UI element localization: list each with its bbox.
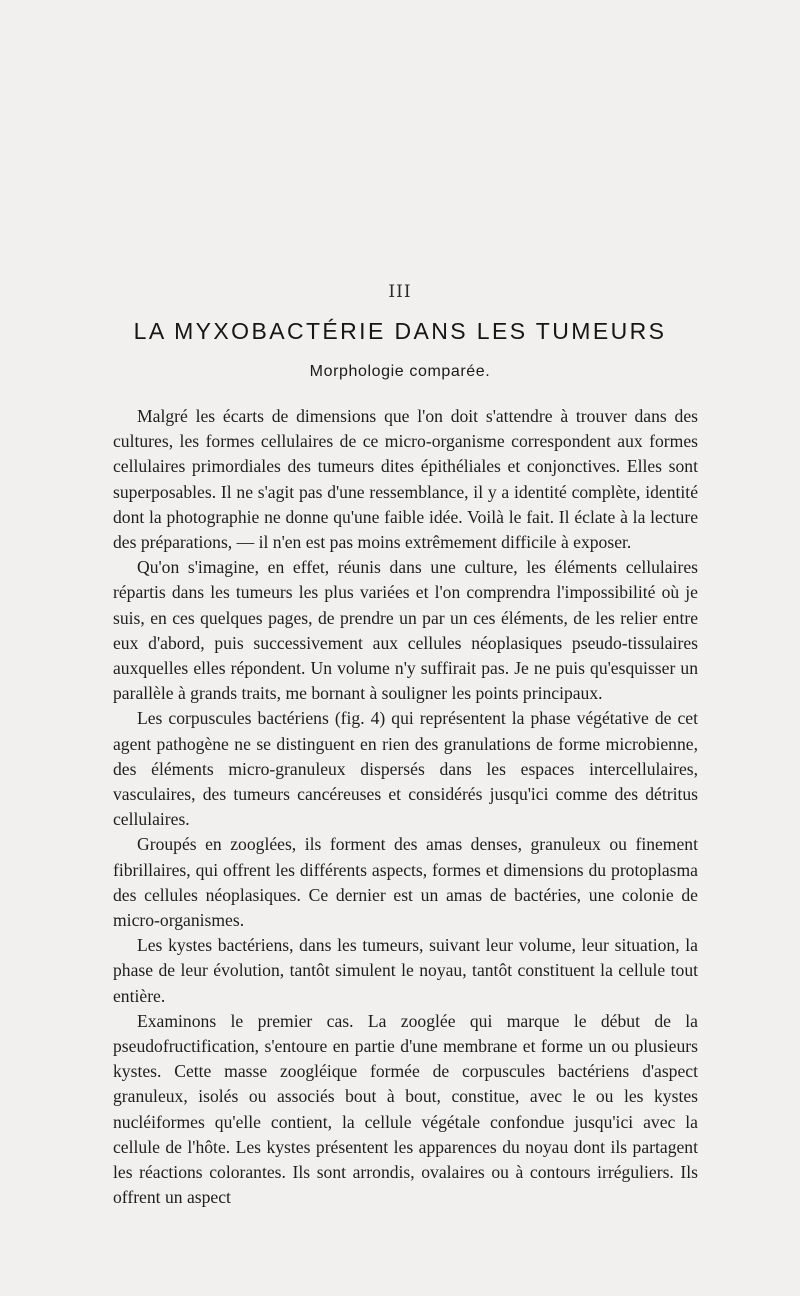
chapter-subtitle: Morphologie comparée. bbox=[309, 363, 491, 380]
paragraph: Les kystes bactériens, dans les tumeurs, suivant leur volume, leur situation, la phase de leur évolution, tantôt simulent le noyau, tantôt constituent la cellule tout entière. bbox=[113, 935, 698, 1006]
paragraph: Groupés en zooglées, ils forment des amas denses, granuleux ou finement fibrillaires, qui offrent les différents aspects, formes et dimensions du protoplasma des cellules néoplasiques. Ce dernier est un amas de bactéries, une colonie de micro-organismes. bbox=[113, 834, 698, 931]
chapter-title: LA MYXOBACTÉRIE DANS LES TUMEURS bbox=[133, 318, 667, 344]
chapter-number: III bbox=[388, 282, 412, 302]
paragraph: Malgré les écarts de dimensions que l'on doit s'attendre à trouver dans des cultures, les formes cellulaires de ce micro-organisme correspondent aux formes cellulaires primordiales des tumeurs dites épithéliales et conjonctives. Elles sont superposables. Il ne s'agit pas d'une ressemblance, il y a identité complète, identité dont la photographie ne donne qu'une faible idée. Voilà le fait. Il éclate à la lecture des préparations, — il n'en est pas moins extrêmement difficile à exposer. bbox=[113, 406, 698, 553]
paragraph: Les corpuscules bactériens (fig. 4) qui représentent la phase végétative de cet agent pathogène ne se distinguent en rien des granulations de forme microbienne, des éléments micro-granuleux dispersés dans les espaces intercellulaires, vasculaires, des tumeurs cancéreuses et considérés jusqu'ici comme des détritus cellulaires. bbox=[113, 708, 698, 830]
paragraph: Qu'on s'imagine, en effet, réunis dans une culture, les éléments cellulaires répartis dans les tumeurs les plus variées et l'on comprendra l'impossibilité où je suis, en ces quelques pages, de prendre un par un ces éléments, de les relier entre eux d'abord, puis successivement aux cellules néoplasiques pseudo-tissulaires auxquelles elles répondent. Un volume n'y suffirait pas. Je ne puis qu'esquisser un parallèle à grands traits, me bornant à souligner les points principaux. bbox=[113, 557, 698, 704]
body-text bbox=[113, 404, 698, 1211]
paragraph: Examinons le premier cas. La zooglée qui marque le début de la pseudofructification, s'entoure en partie d'une membrane et forme un ou plusieurs kystes. Cette masse zoogléique formée de corpuscules bactériens d'aspect granuleux, isolés ou associés bout à bout, constitue, avec le ou les kystes nucléiformes qu'elle contient, la cellule végétale confondue jusqu'ici avec la cellule de l'hôte. Les kystes présentent les apparences du noyau dont ils partagent les réactions colorantes. Ils sont arrondis, ovalaires ou à contours irréguliers. Ils offrent un aspect bbox=[113, 1010, 698, 1208]
